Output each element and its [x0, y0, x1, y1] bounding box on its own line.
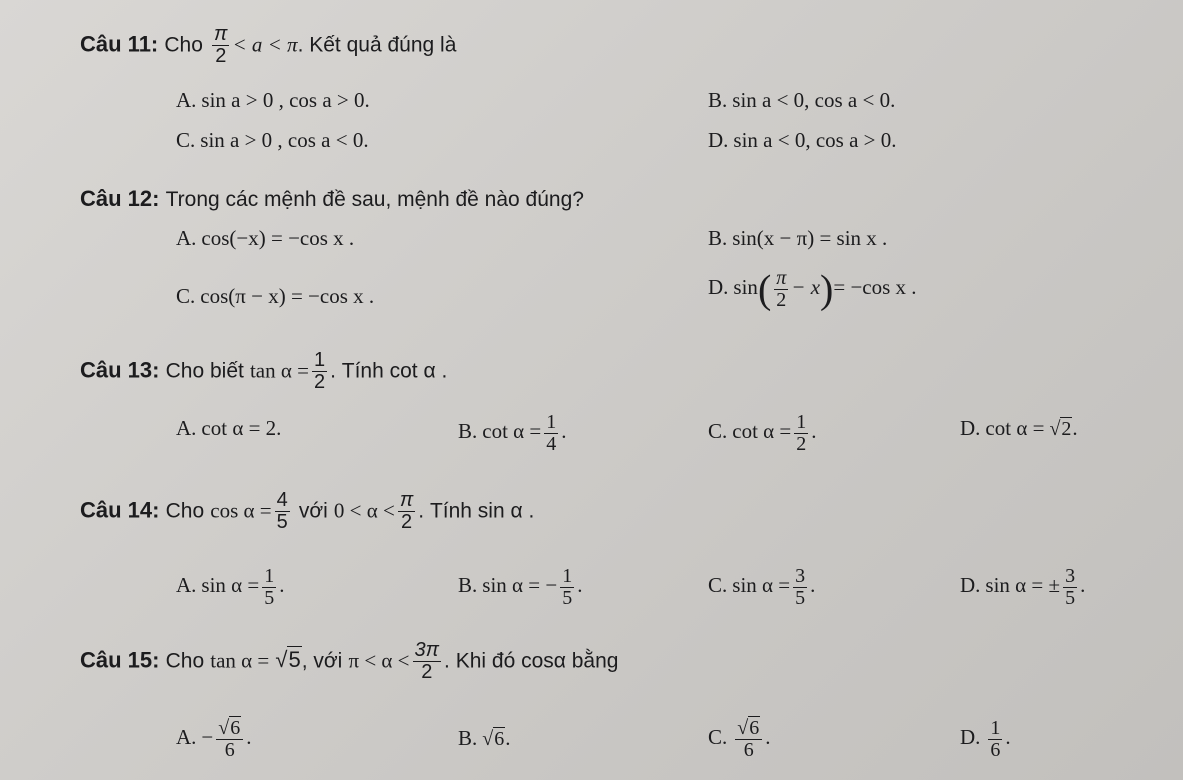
option-c: C. $\frac{√6}{6}$ . [708, 717, 771, 761]
question-label: Câu 12: [80, 186, 160, 211]
question-text: Trong các mệnh đề sau, mệnh đề nào đúng? [165, 188, 584, 211]
question-label: Câu 15: [80, 647, 160, 673]
option-c: C. cot α = $\frac{1}{2}$ . [708, 411, 817, 455]
option-d: D. sin a < 0, cos a > 0. [708, 128, 897, 152]
option-b: B. cot α = $\frac{1}{4}$ . [458, 411, 567, 455]
option-b: B. sin a < 0, cos a < 0. [708, 88, 896, 112]
option-c: C. sin a > 0 , cos a < 0. [176, 128, 369, 152]
option-b: B. √6. [458, 726, 511, 750]
question-12 [80, 188, 584, 210]
question-14: Câu 14: Cho cos α = $\frac{4}{5}$ với 0 < α < $\frac{\pi}{2}$ . Tính sin α . [80, 489, 535, 533]
option-b: B. sin(x − π) = sin x . [708, 226, 888, 250]
option-a: A. sin α = $\frac{1}{5}$ . [176, 565, 285, 609]
option-c: C. sin α = $\frac{3}{5}$ . [708, 565, 816, 609]
option-a: A. − $\frac{√6}{6}$ . [176, 717, 252, 761]
question-text: Cho [164, 33, 203, 57]
math-expression: < a < π [232, 32, 298, 57]
option-a: A. cos(−x) = −cos x . [176, 226, 355, 250]
question-11 [80, 24, 456, 67]
option-b: B. sin α = − $\frac{1}{5}$ . [458, 565, 583, 609]
option-a: A. sin a > 0 , cos a > 0. [176, 88, 370, 112]
option-d: D. cot α = √2. [960, 416, 1078, 440]
question-text: . Kết quả đúng là [297, 33, 457, 57]
fraction: $\frac{\pi}{2}$ [214, 23, 228, 67]
question-13: Câu 13: Cho biết tan α = $\frac{1}{2}$ . Tính cot α . [80, 349, 448, 393]
option-d: D. $\frac{1}{6}$ . [960, 717, 1011, 761]
option-a: A. cot α = 2. [176, 416, 282, 440]
question-label: Câu 11: [80, 31, 159, 57]
option-c: C. cos(π − x) = −cos x . [176, 284, 375, 308]
option-d: D. sin( $\frac{\pi}{2}$ − x)= −cos x . [708, 266, 917, 312]
option-d: D. sin α = ± $\frac{3}{5}$ . [960, 565, 1086, 609]
question-label: Câu 13: [80, 357, 160, 383]
question-15: Câu 15: Cho tan α = √5, với π < α < $\frac{3\pi}{2}$ . Khi đó cosα bằng [80, 639, 619, 683]
question-label: Câu 14: [80, 497, 160, 523]
